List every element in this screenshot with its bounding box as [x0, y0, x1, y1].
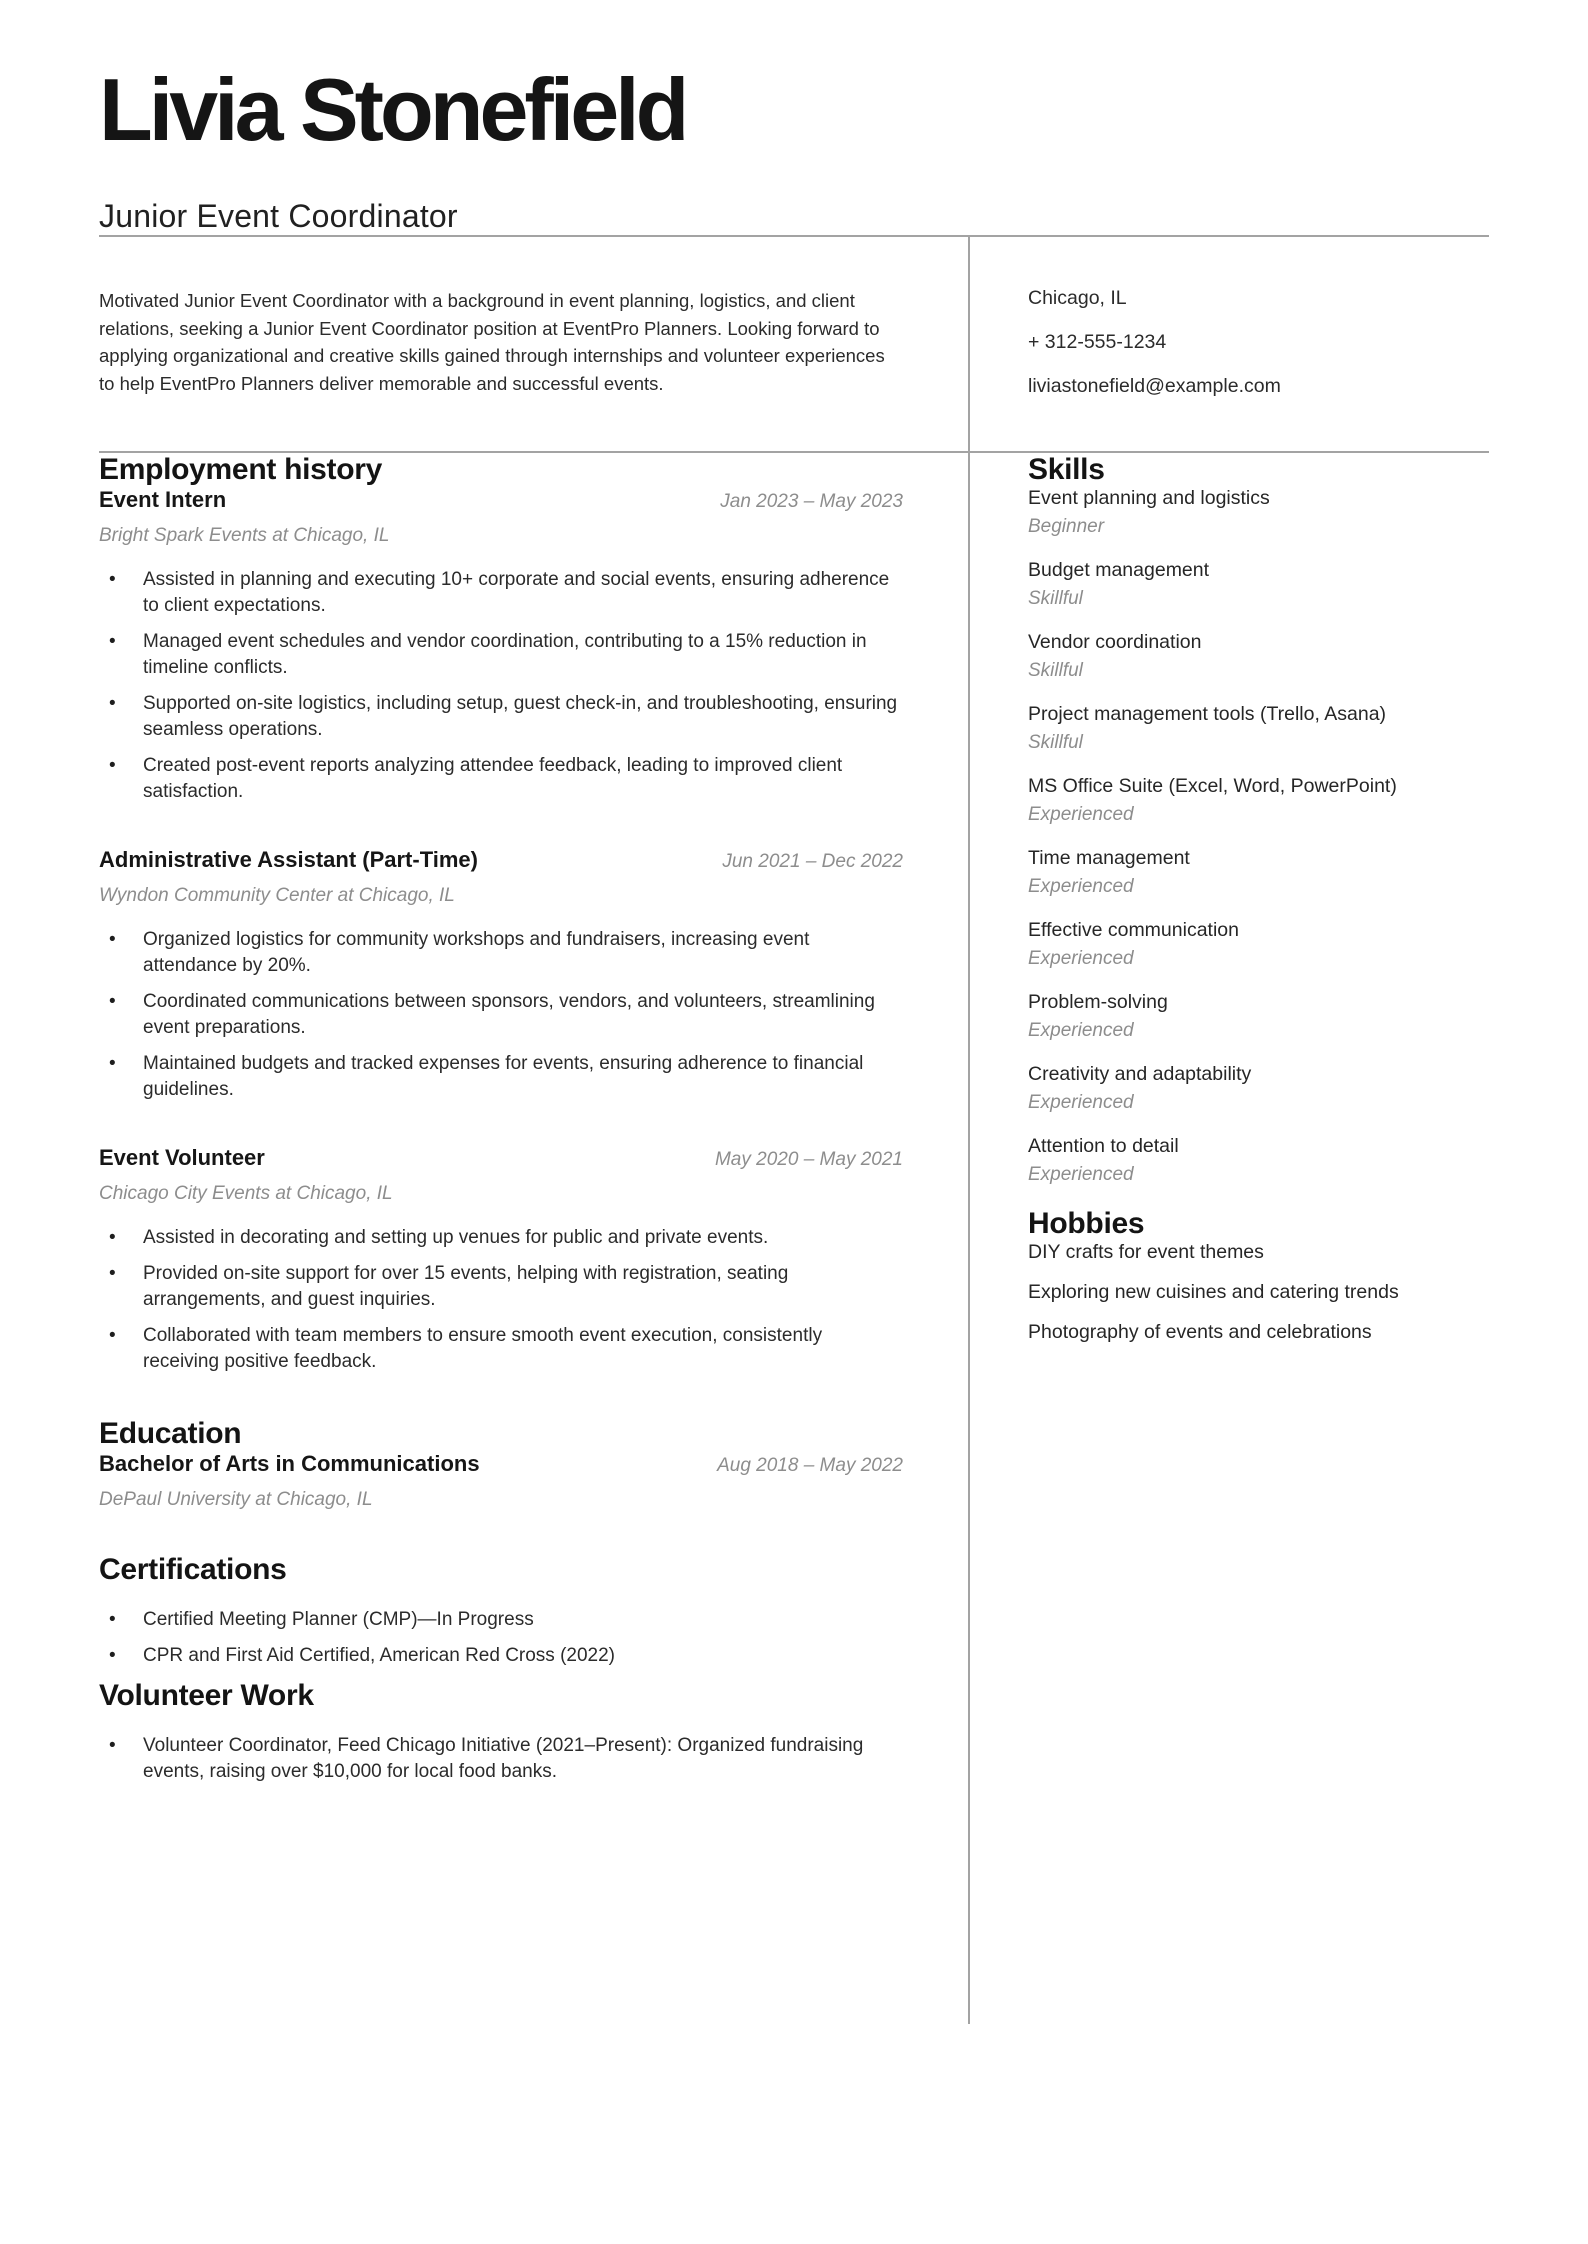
education-school: DePaul University at Chicago, IL [99, 1489, 373, 1511]
job-header [99, 487, 903, 513]
skill-item [1028, 559, 1489, 610]
resume-header [99, 0, 1489, 235]
education-heading: Education [99, 1417, 242, 1451]
job-title: Administrative Assistant (Part-Time) [99, 847, 478, 873]
skill-level: Skillful [1028, 588, 1083, 610]
contact-phone: + 312-555-1234 [1028, 331, 1167, 354]
bullet-item: • Collaborated with team members to ensure smooth event execution, consistently receiving positive feedback. [99, 1323, 903, 1375]
skills-heading: Skills [1028, 453, 1105, 487]
contact-column [970, 237, 1489, 451]
skill-item [1028, 919, 1489, 970]
intro-band [99, 237, 1489, 451]
job-company: Chicago City Events at Chicago, IL [99, 1183, 393, 1205]
bullet-item: • Created post-event reports analyzing attendee feedback, leading to improved client satisfaction. [99, 753, 903, 805]
skill-name: Problem-solving [1028, 991, 1168, 1014]
job-dates: Jan 2023 – May 2023 [720, 491, 903, 513]
skill-name: Attention to detail [1028, 1135, 1179, 1158]
bullet-item: • Organized logistics for community workshops and fundraisers, increasing event attendance by 20%. [99, 927, 903, 979]
skill-item [1028, 775, 1489, 826]
education-entry [99, 1451, 903, 1511]
skills-list [1028, 487, 1489, 1186]
bullet-item: • Assisted in planning and executing 10+ corporate and social events, ensuring adherence to client expectations. [99, 567, 903, 619]
skill-name: Event planning and logistics [1028, 487, 1270, 510]
hobby-item: Exploring new cuisines and catering trends [1028, 1281, 1399, 1304]
certification-item: • CPR and First Aid Certified, American Red Cross (2022) [99, 1643, 903, 1669]
bullet-item: • Provided on-site support for over 15 events, helping with registration, seating arrangements, and guest inquiries. [99, 1261, 903, 1313]
summary-column [99, 237, 970, 451]
job-bullet-list [99, 927, 903, 1103]
skill-name: MS Office Suite (Excel, Word, PowerPoint) [1028, 775, 1397, 798]
volunteer-work-list [99, 1733, 903, 1785]
bullet-item: • Managed event schedules and vendor coordination, contributing to a 15% reduction in timeline conflicts. [99, 629, 903, 681]
bullet-item: • Assisted in decorating and setting up venues for public and private events. [99, 1225, 903, 1251]
degree-title: Bachelor of Arts in Communications [99, 1451, 480, 1477]
skill-level: Experienced [1028, 876, 1134, 898]
candidate-job-title: Junior Event Coordinator [99, 198, 458, 235]
hobbies-heading: Hobbies [1028, 1207, 1145, 1241]
certification-item: • Certified Meeting Planner (CMP)—In Progress [99, 1607, 903, 1633]
job-title: Event Volunteer [99, 1145, 265, 1171]
skill-name: Project management tools (Trello, Asana) [1028, 703, 1387, 726]
job-dates: Jun 2021 – Dec 2022 [722, 851, 903, 873]
skill-item [1028, 703, 1489, 754]
skill-item [1028, 487, 1489, 538]
job-dates: May 2020 – May 2021 [714, 1149, 903, 1171]
skill-item [1028, 1135, 1489, 1186]
skill-level: Experienced [1028, 1092, 1134, 1114]
skill-name: Vendor coordination [1028, 631, 1202, 654]
profile-summary: Motivated Junior Event Coordinator with a background in event planning, logistics, and client relations, seeking a Junior Event Coordinator position at EventPro Planners. Looking forward to applying organizational and creative skills gained through internships and volunteer experiences to help EventPro Planners deliver memorable and successful events. [99, 290, 885, 394]
contact-email: liviastonefield@example.com [1028, 375, 1281, 398]
skill-item [1028, 631, 1489, 682]
main-right-column [970, 453, 1489, 2024]
job-bullet-list [99, 1225, 903, 1375]
main-left-column [99, 453, 970, 2024]
skill-item [1028, 991, 1489, 1042]
bullet-item: • Coordinated communications between sponsors, vendors, and volunteers, streamlining event preparations. [99, 989, 903, 1041]
job-header [99, 847, 903, 873]
certifications-list [99, 1607, 903, 1669]
skill-name: Budget management [1028, 559, 1210, 582]
skill-level: Experienced [1028, 804, 1134, 826]
employment-heading: Employment history [99, 453, 382, 487]
volunteer-item: • Volunteer Coordinator, Feed Chicago Initiative (2021–Present): Organized fundraising events, raising over $10,000 for local food banks. [99, 1733, 903, 1785]
hobby-item: DIY crafts for event themes [1028, 1241, 1264, 1264]
job-entry [99, 487, 903, 805]
job-company: Bright Spark Events at Chicago, IL [99, 525, 390, 547]
candidate-name: Livia Stonefield [99, 60, 686, 159]
skill-name: Effective communication [1028, 919, 1239, 942]
hobbies-list [1028, 1241, 1489, 1344]
skill-level: Skillful [1028, 732, 1083, 754]
skill-name: Time management [1028, 847, 1190, 870]
skill-level: Beginner [1028, 516, 1105, 538]
job-header [99, 1145, 903, 1171]
skill-item [1028, 847, 1489, 898]
skill-level: Experienced [1028, 1164, 1134, 1186]
job-title: Event Intern [99, 487, 227, 513]
certifications-heading: Certifications [99, 1553, 287, 1587]
volunteer-work-heading: Volunteer Work [99, 1679, 314, 1713]
skill-name: Creativity and adaptability [1028, 1063, 1252, 1086]
job-bullet-list [99, 567, 903, 805]
skill-level: Experienced [1028, 1020, 1134, 1042]
job-entry [99, 847, 903, 1103]
contact-location: Chicago, IL [1028, 287, 1127, 310]
education-dates: Aug 2018 – May 2022 [717, 1455, 903, 1477]
skill-item [1028, 1063, 1489, 1114]
job-entry [99, 1145, 903, 1375]
job-company: Wyndon Community Center at Chicago, IL [99, 885, 455, 907]
bullet-item: • Supported on-site logistics, including setup, guest check-in, and troubleshooting, ensuring seamless operations. [99, 691, 903, 743]
main-band [99, 453, 1489, 2024]
skill-level: Experienced [1028, 948, 1134, 970]
hobby-item: Photography of events and celebrations [1028, 1321, 1372, 1344]
skill-level: Skillful [1028, 660, 1083, 682]
bullet-item: • Maintained budgets and tracked expenses for events, ensuring adherence to financial guidelines. [99, 1051, 903, 1103]
education-header [99, 1451, 903, 1477]
